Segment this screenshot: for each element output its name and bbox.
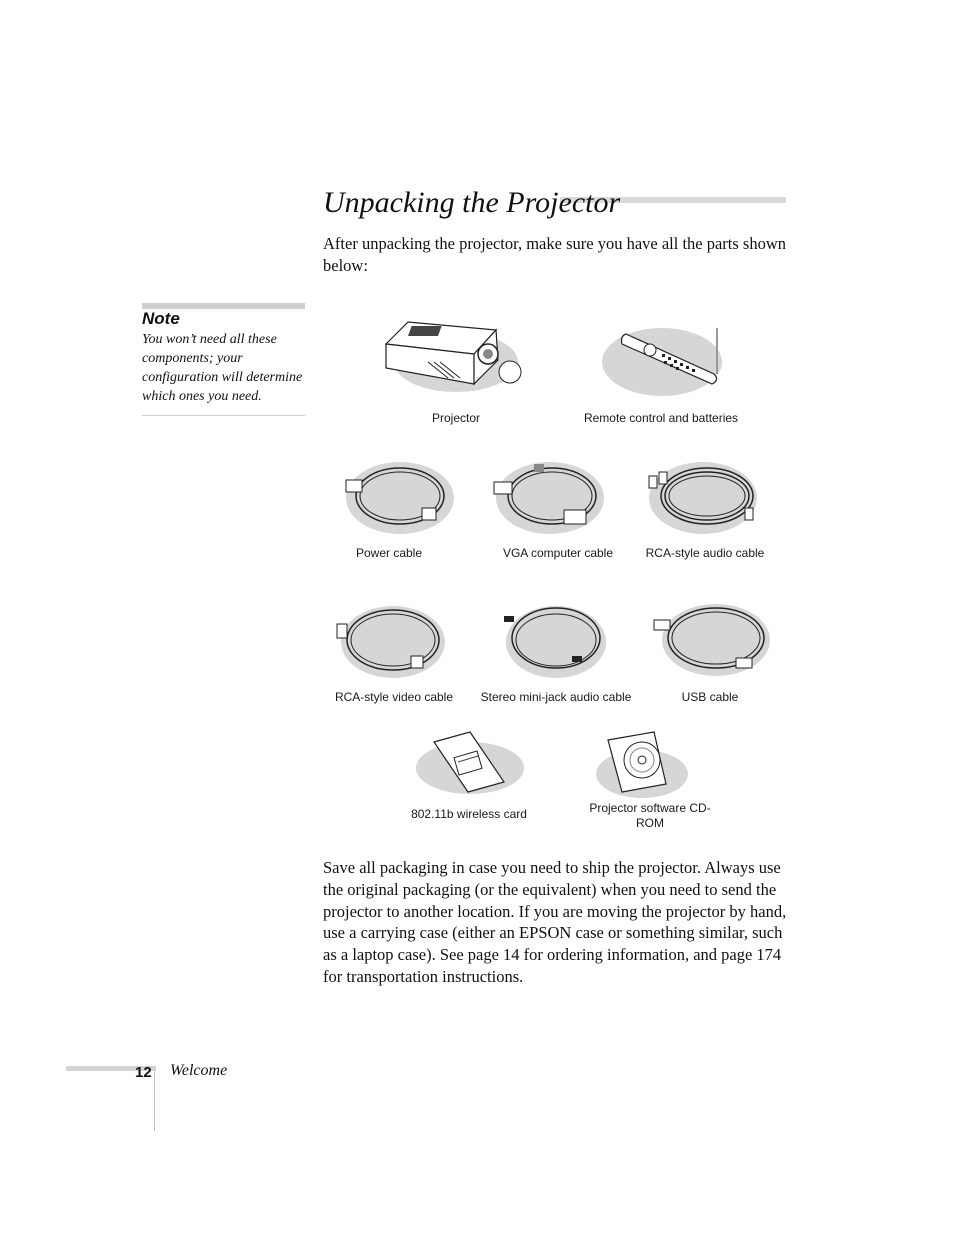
- note-divider: [142, 415, 305, 416]
- note-text: You won’t need all these components; your configuration will determine which ones you need.: [142, 332, 303, 404]
- page-number: 12: [135, 1064, 152, 1081]
- caption-remote: Remote control and batteries: [583, 411, 739, 425]
- caption-power-cable: Power cable: [355, 546, 423, 560]
- cdrom-illustration: [594, 730, 694, 800]
- intro-paragraph: After unpacking the projector, make sure you have all the parts shown below:: [323, 234, 787, 275]
- caption-stereo-audio-cable: Stereo mini-jack audio cable: [480, 690, 632, 704]
- caption-wireless-card: 802.11b wireless card: [411, 807, 527, 821]
- power-cable-illustration: [338, 458, 458, 538]
- rca-audio-cable-illustration: [645, 458, 765, 538]
- usb-cable-illustration: [652, 598, 774, 680]
- caption-rca-audio-cable: RCA-style audio cable: [645, 546, 765, 560]
- wireless-card-illustration: [410, 730, 530, 800]
- footer-vertical-rule: [154, 1071, 155, 1131]
- remote-illustration: [600, 324, 725, 399]
- caption-projector: Projector: [431, 411, 481, 425]
- caption-usb-cable: USB cable: [681, 690, 739, 704]
- section-name: Welcome: [170, 1062, 228, 1079]
- note-heading: Note: [142, 309, 180, 328]
- vga-cable-illustration: [490, 458, 610, 538]
- caption-vga-cable: VGA computer cable: [502, 546, 614, 560]
- stereo-audio-cable-illustration: [500, 600, 610, 680]
- rca-video-cable-illustration: [335, 600, 450, 680]
- projector-illustration: [378, 314, 528, 404]
- caption-cdrom: Projector software CD-ROM: [589, 801, 711, 830]
- caption-rca-video-cable: RCA-style video cable: [334, 690, 454, 704]
- packaging-paragraph: Save all packaging in case you need to ship the projector. Always use the original packaging (or the equivalent) when you need to send the projector to another location. If you are moving the projector by hand, use a carrying case (either an EPSON case or something similar, such as a laptop case). See page 14 for ordering information, and page 174 for transportation instructions.: [323, 858, 787, 986]
- page-title: Unpacking the Projector: [323, 186, 621, 219]
